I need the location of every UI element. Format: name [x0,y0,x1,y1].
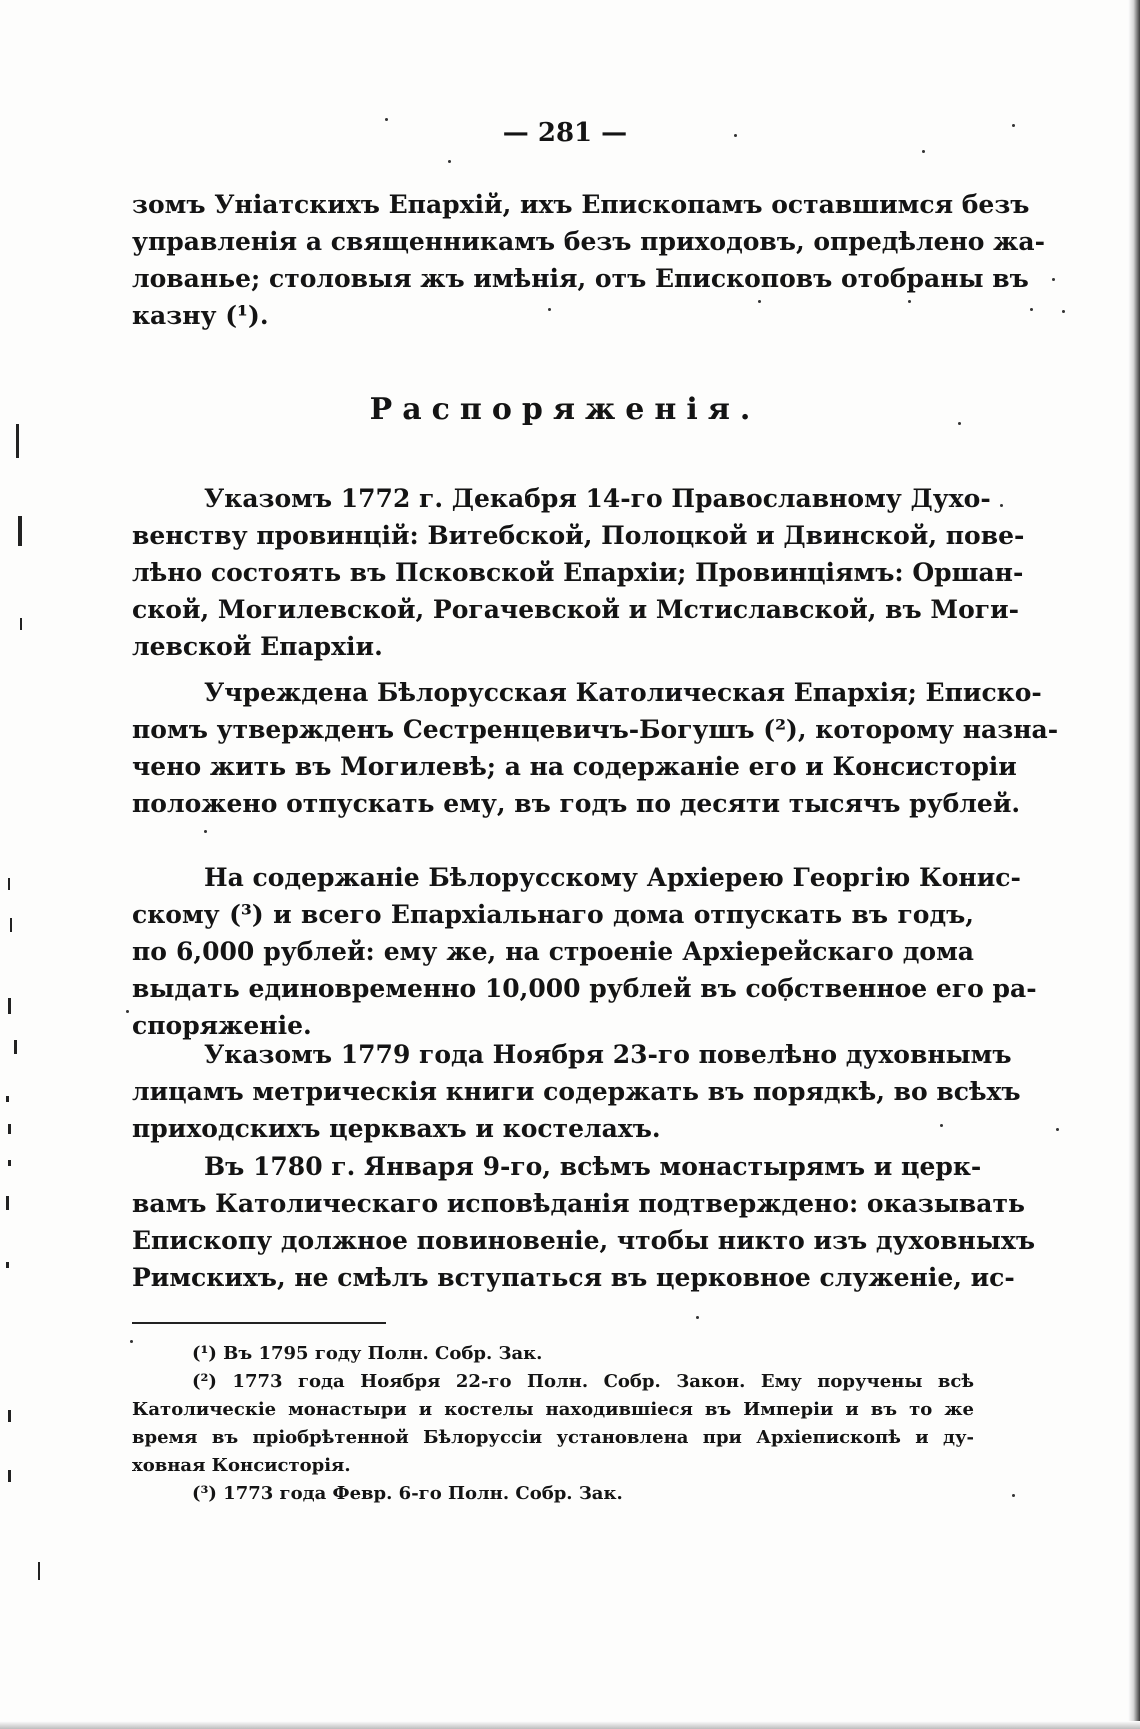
text-line: лѣно состоять въ Псковской Епархіи; Провинціямъ: Оршан- [132,558,1024,587]
text-line: управленія а священникамъ безъ приходовъ, опредѣлено жа- [132,227,1046,256]
footnotes [132,1340,974,1508]
page-edge-shadow [1128,0,1140,1729]
text-line: Епископу должное повиновеніе, чтобы никто изъ духовныхъ [132,1226,1035,1255]
paragraph-1780 [132,1148,1035,1296]
text-line: венству провинцій: Витебской, Полоцкой и Двинской, пове- [132,521,1025,550]
paragraph-decree-1779 [132,1036,1021,1147]
footnote-2-line: ховная Консисторія. [132,1455,351,1476]
text-line: левской Епархіи. [132,632,383,661]
opening-paragraph [132,186,1046,334]
text-line: чено жить въ Могилевѣ; а на содержаніе его и Консисторіи [132,752,1017,781]
paragraph-decree-1772 [132,480,1025,665]
text-line: ской, Могилевской, Рогачевской и Мстиславской, въ Моги- [132,595,1020,624]
footnote-3: (³) 1773 года Февр. 6-го Полн. Собр. Зак. [192,1483,623,1504]
text-line: споряженіе. [132,1011,312,1040]
text-line [132,822,974,859]
footnote-2-line: Католическіе монастыри и костелы находившіеся въ Имперіи и въ то же [132,1399,974,1420]
footnote-2-line: (²) 1773 года Ноября 22-го Полн. Собр. Закон. Ему поручены всѣ [192,1371,974,1392]
text-line: зомъ Уніатскихъ Епархій, ихъ Епископамъ оставшимся безъ [132,190,1030,219]
text-line: лицамъ метрическія книги содержать въ порядкѣ, во всѣхъ [132,1077,1021,1106]
text-line: положено отпускать ему, въ годъ по десяти тысячъ рублей. [132,789,1021,818]
section-heading: Распоряженія. [369,392,761,427]
footnote-2-line: время въ пріобрѣтенной Бѣлоруссіи установлена при Архіепископѣ и ду- [132,1427,974,1448]
page-bottom-edge [0,1721,1140,1729]
text-line: Указомъ 1779 года Ноября 23-го повелѣно духовнымъ [204,1040,1012,1069]
text-line: выдать единовременно 10,000 рублей въ собственное его ра- [132,974,1037,1003]
text-line: вамъ Католическаго исповѣданія подтверждено: оказывать [132,1189,1025,1218]
footnote-1: (¹) Въ 1795 году Полн. Собр. Зак. [192,1343,543,1364]
footnote-separator [132,1322,386,1324]
text-line: Указомъ 1772 г. Декабря 14-го Православному Духо- [204,484,991,513]
text-line: по 6,000 рублей: ему же, на строеніе Архіерейскаго дома [132,937,974,966]
text-line: казну (¹). [132,301,269,330]
text-line: Учреждена Бѣлорусская Католическая Епархія; Еписко- [204,678,1042,707]
paragraph-konissky [132,859,1037,1044]
text-line: скому (³) и всего Епархіальнаго дома отпускать въ годъ, [132,900,974,929]
page-number: — 281 — [502,118,628,148]
text-line: Въ 1780 г. Января 9-го, всѣмъ монастырямъ и церк- [204,1152,982,1181]
text-line: приходскихъ церквахъ и костелахъ. [132,1114,661,1143]
text-line: лованье; столовыя жъ имѣнія, отъ Епископовъ отобраны въ [132,264,1029,293]
text-line: На содержаніе Бѣлорусскому Архіерею Георгію Конис- [204,863,1021,892]
text-line: Римскихъ, не смѣлъ вступаться въ церковное служеніе, ис- [132,1263,1015,1292]
paragraph-belorussian-eparchy [132,674,1059,859]
text-line: помъ утвержденъ Сестренцевичъ-Богушъ (²), которому назна- [132,715,1059,744]
